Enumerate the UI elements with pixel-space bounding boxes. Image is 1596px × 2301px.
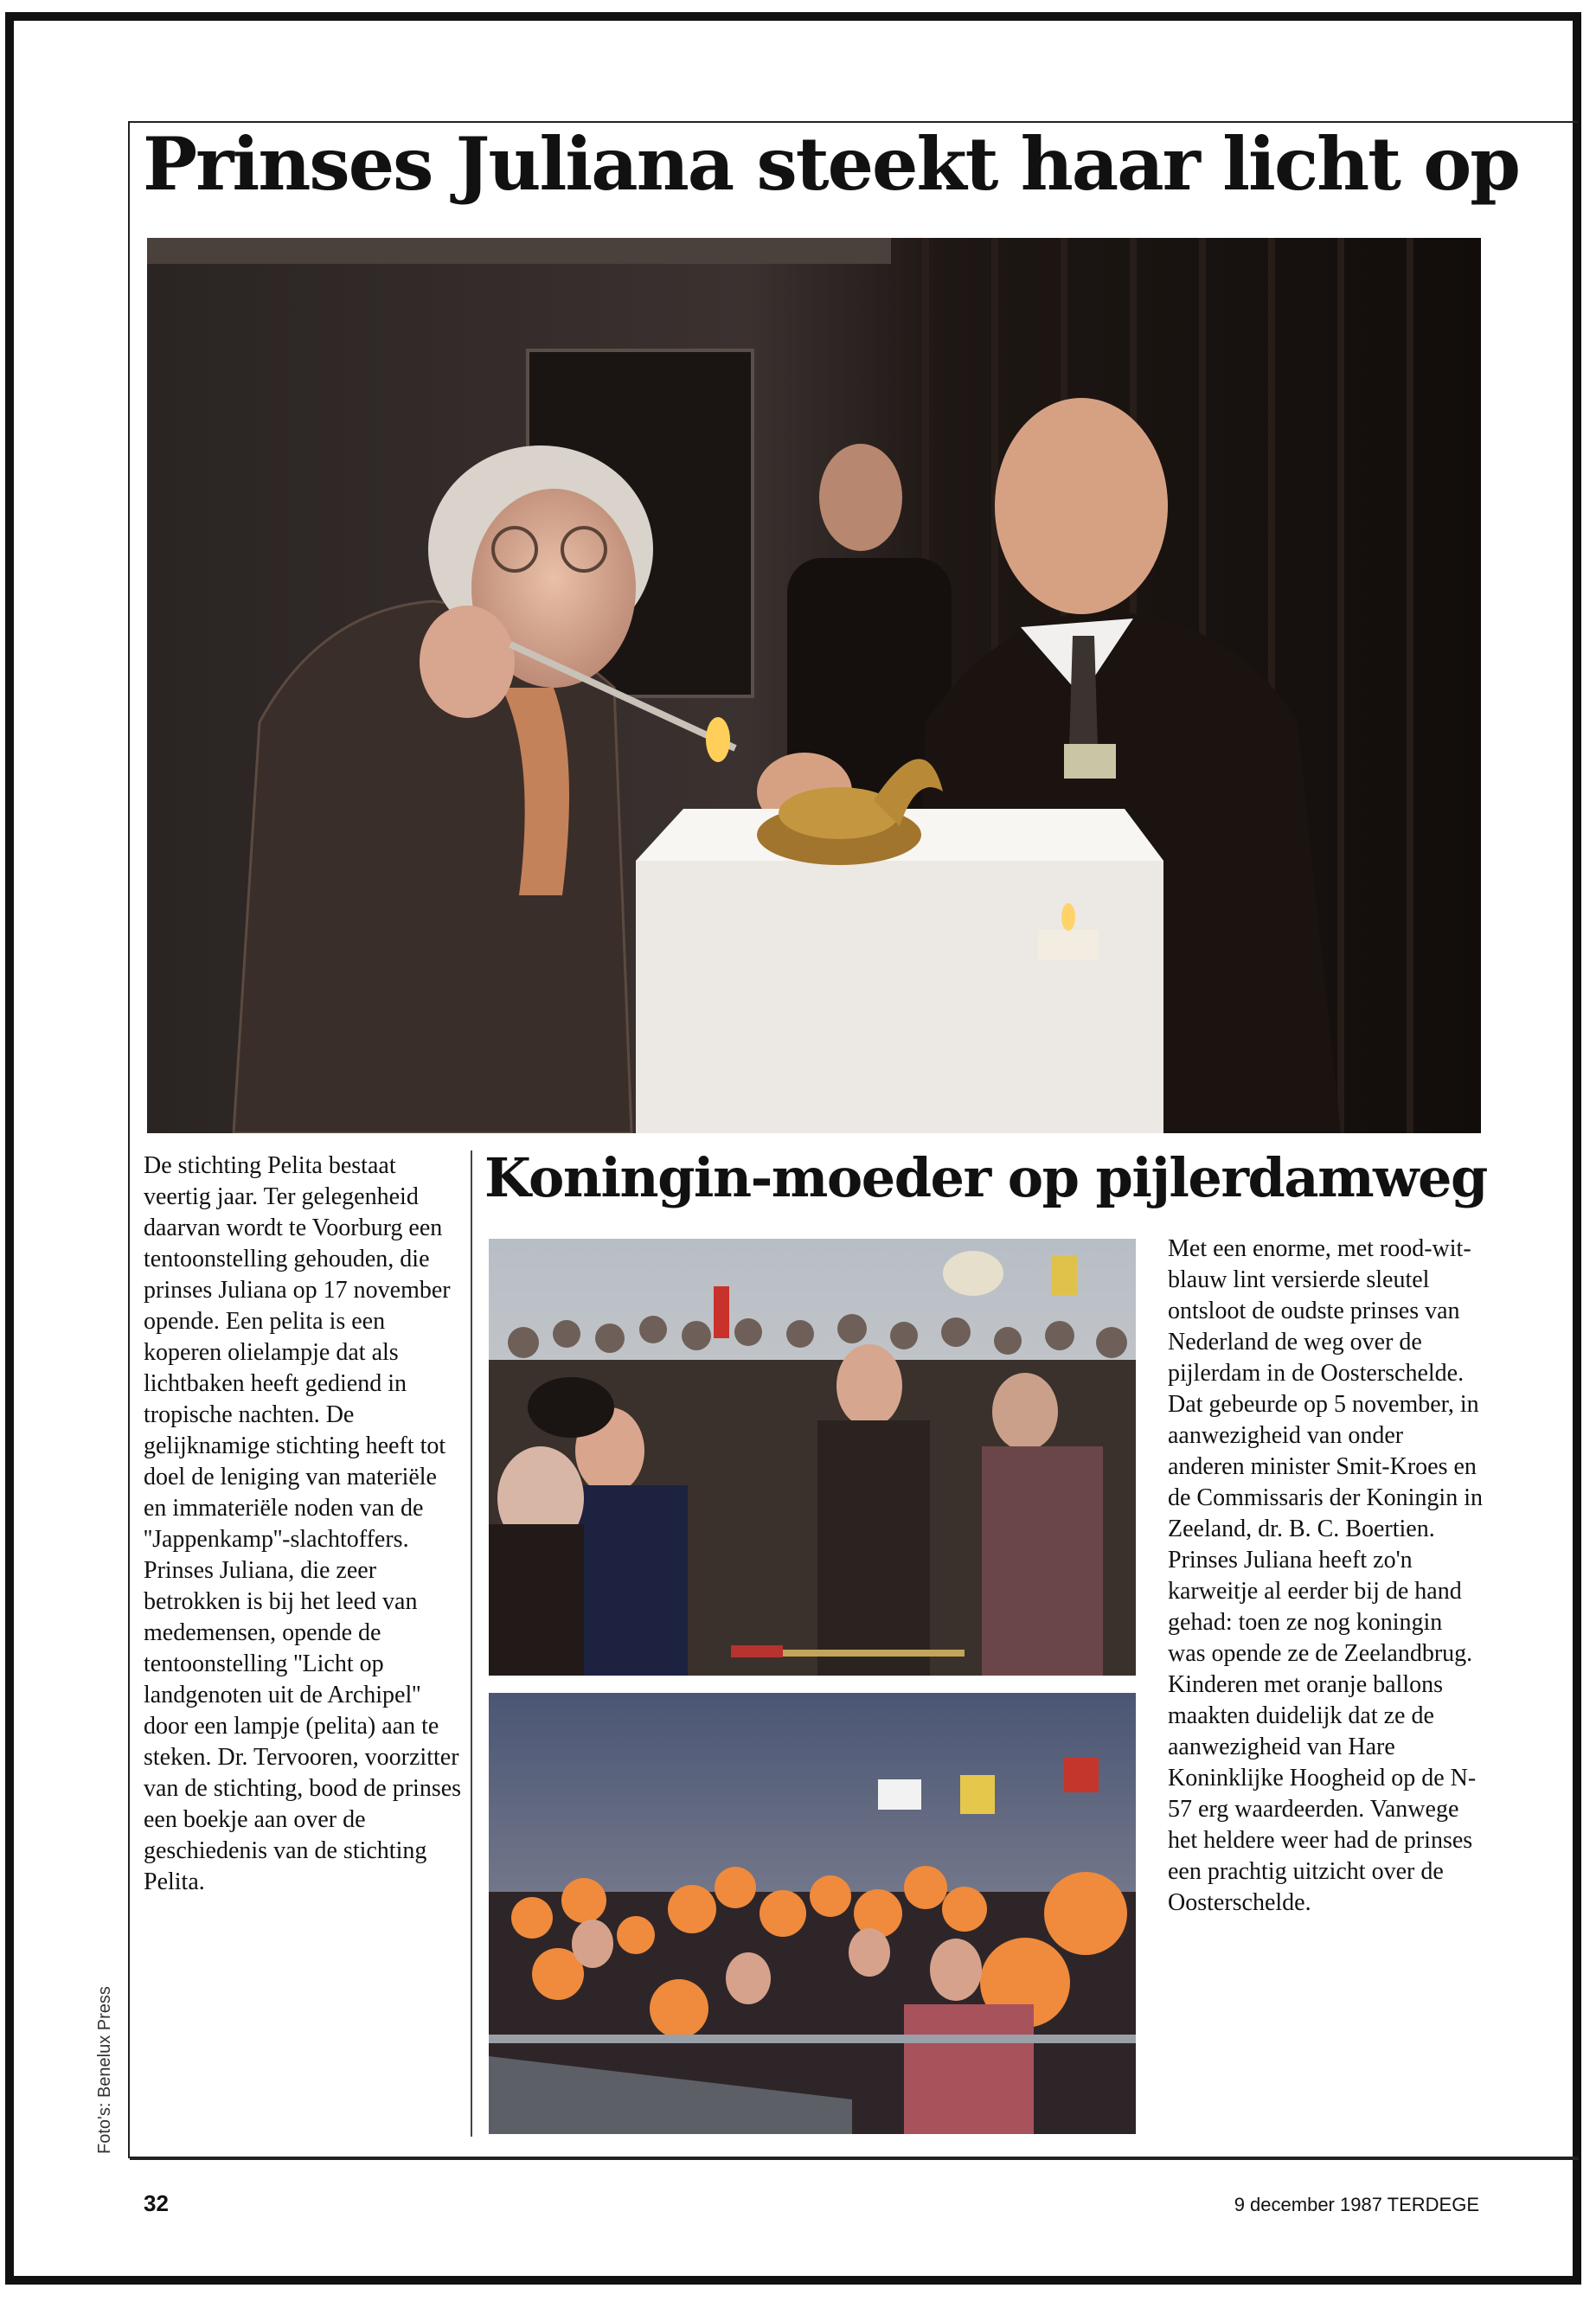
- photo-key-ceremony: [489, 1239, 1136, 1676]
- column-divider: [471, 1150, 472, 2137]
- headline: Prinses Juliana steekt haar licht op: [143, 121, 1519, 207]
- photo-credit: Foto's: Benelux Press: [95, 1986, 114, 2154]
- photo-children-balloons: [489, 1693, 1136, 2134]
- right-article-text: Met een enorme, met rood-wit-blauw lint versierde sleutel ontsloot de oudste prinses van Nederland de weg over de pijlerdam in de Oosterschelde. Dat gebeurde op 5 november, in aanwezigheid van onder anderen minister Smit-Kroes en de Commissaris der Koningin in Zeeland, dr. B. C. Boertien. Prinses Juliana heeft zo'n karweitje al eerder bij de hand gehad: toen ze nog koningin was opende ze de Zeelandbrug. Kinderen met oranje ballons maakten duidelijk dat ze de aanwezigheid van Hare Koninklijke Hoogheid op de N-57 erg waardeerden. Vanwege het heldere weer had de prinses een prachtig uitzicht over de Oosterschelde.: [1168, 1235, 1483, 1916]
- main-photo-lamp-lighting: [147, 238, 1481, 1133]
- issue-date-line: 9 december 1987 TERDEGE: [1234, 2194, 1479, 2215]
- page-number: 32: [144, 2190, 169, 2216]
- bottom-rule: [130, 2158, 1579, 2160]
- subheadline: Koningin-moeder op pijlerdamweg: [484, 1146, 1487, 1209]
- left-article-text: De stichting Pelita bestaat veertig jaar. Ter gelegenheid daarvan wordt te Voorburg een tentoonstelling gehouden, die prinses Juliana op 17 november opende. Een pelita is een koperen olielampje dat als lichtbaken heeft gediend in tropische nachten. De gelijknamige stichting heeft tot doel de leniging van materiële en immateriële noden van de ''Jappenkamp''-slachtoffers. Prinses Juliana, die zeer betrokken is bij het leed van medemensen, opende de tentoonstelling ''Licht op landgenoten uit de Archipel'' door een lampje (pelita) aan te steken. Dr. Tervooren, voorzitter van de stichting, bood de prinses een boekje aan over de geschiedenis van de stichting Pelita.: [144, 1152, 462, 1895]
